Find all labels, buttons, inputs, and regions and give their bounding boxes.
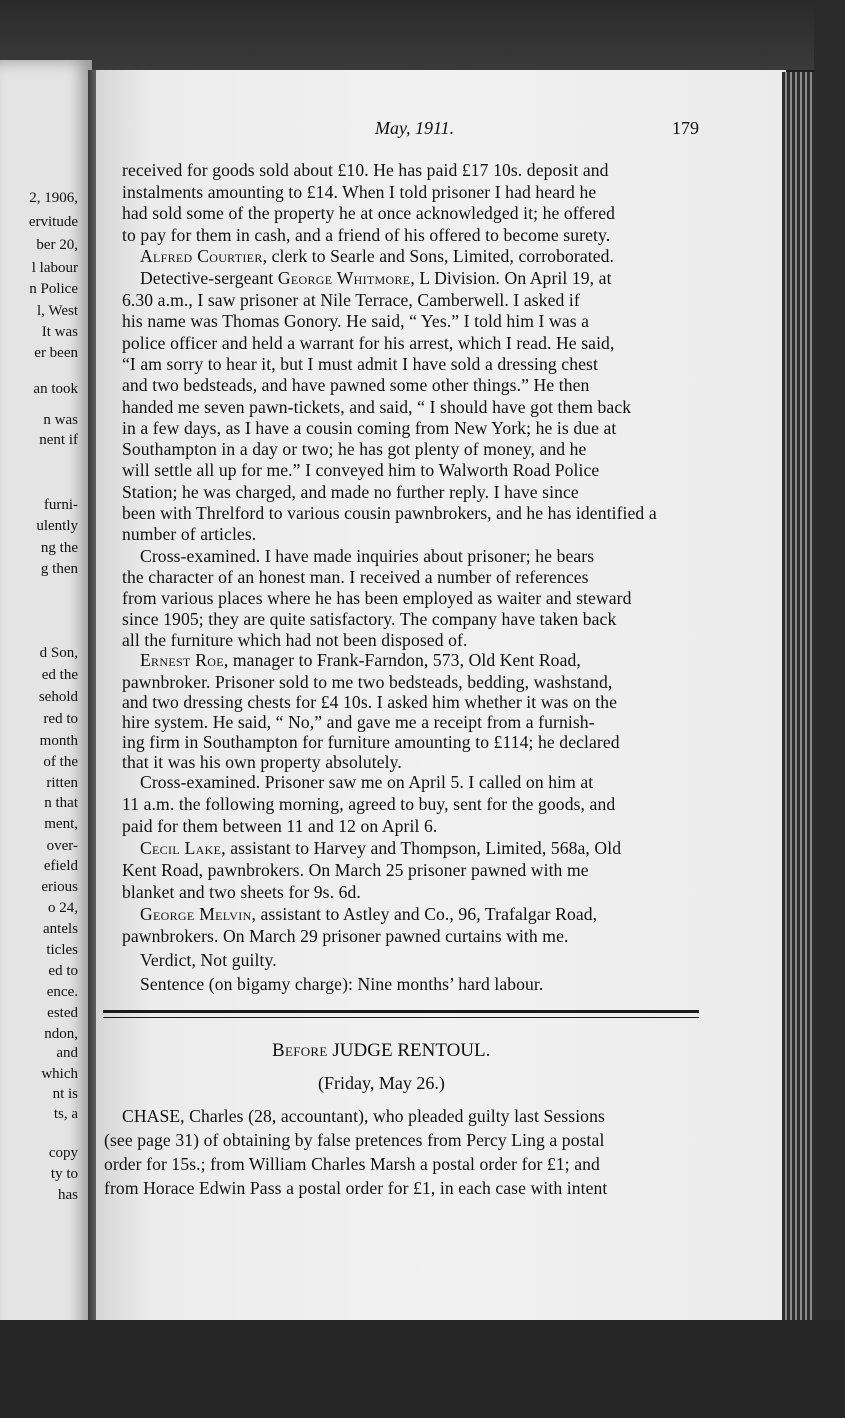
body-line: that it was his own property absolutely. bbox=[122, 752, 402, 772]
left-page-text-fragment: antels bbox=[43, 921, 78, 937]
judge-name: JUDGE RENTOUL. bbox=[332, 1040, 491, 1061]
left-page-text-fragment: er been bbox=[34, 345, 78, 361]
left-page-text-fragment: efield bbox=[43, 858, 78, 874]
body-line: been with Threlford to various cousin pawnbrokers, and he has identified a bbox=[122, 503, 657, 523]
left-page-text-fragment: month bbox=[39, 733, 78, 749]
before-label: Before bbox=[272, 1040, 328, 1061]
sentence: Sentence (on bigamy charge): Nine months’ hard labour. bbox=[140, 974, 544, 994]
running-head: May, 1911. bbox=[375, 118, 455, 138]
left-page-text-fragment: ticles bbox=[46, 942, 78, 958]
left-page-text-fragment: ndon, bbox=[44, 1026, 78, 1042]
left-page-text-fragment: l, West bbox=[36, 303, 78, 319]
left-page-text-fragment: and bbox=[56, 1045, 78, 1061]
body-line: 6.30 a.m., I saw prisoner at Nile Terrace, Camberwell. I asked if bbox=[122, 290, 580, 310]
body-line: received for goods sold about £10. He has paid £17 10s. deposit and bbox=[122, 160, 609, 180]
left-page-text-fragment: nt is bbox=[52, 1086, 78, 1102]
body-line: Cross-examined. Prisoner saw me on April 5. I called on him at bbox=[140, 772, 594, 792]
witness-text: , assistant to Harvey and Thompson, Limited, 568a, Old bbox=[221, 838, 622, 858]
witness-name: George Melvin bbox=[140, 904, 252, 924]
body-line: police officer and held a warrant for his arrest, which I read. He said, bbox=[122, 332, 615, 353]
left-page-text-fragment: n Police bbox=[29, 281, 78, 297]
body-line: had sold some of the property he at once acknowledged it; he offered bbox=[122, 203, 616, 223]
left-page-fragment bbox=[0, 60, 92, 1360]
witness-roe bbox=[140, 650, 581, 670]
left-page-text-fragment: over- bbox=[46, 838, 78, 854]
body-line: hire system. He said, “ No,” and gave me a receipt from a furnish- bbox=[122, 712, 595, 732]
witness-text: , assistant to Astley and Co., 96, Trafalgar Road, bbox=[251, 904, 598, 924]
left-page-text-fragment: ed the bbox=[41, 667, 78, 683]
left-page-text-fragment: n was bbox=[43, 412, 78, 428]
body-line: “I am sorry to hear it, but I must admit I have sold a dressing chest bbox=[122, 353, 598, 374]
left-page-text-fragment: sehold bbox=[38, 689, 78, 705]
witness-text: , L Division. On April 19, at bbox=[410, 268, 612, 288]
body-line: number of articles. bbox=[122, 524, 257, 545]
left-page-text-fragment: furni- bbox=[43, 497, 78, 513]
left-page-text-fragment: o 24, bbox=[48, 900, 78, 916]
body-line: Cross-examined. I have made inquiries about prisoner; he bears bbox=[140, 546, 595, 566]
witness-text: , clerk to Searle and Sons, Limited, corroborated. bbox=[262, 246, 615, 266]
left-page-text-fragment: ng the bbox=[40, 540, 78, 556]
left-page-text-fragment: ment, bbox=[44, 816, 78, 832]
session-date: (Friday, May 26.) bbox=[318, 1073, 445, 1093]
left-page-text-fragment: ence. bbox=[46, 984, 78, 1000]
witness-whitmore bbox=[140, 268, 612, 288]
section-rule-thin bbox=[103, 1017, 699, 1018]
body-line: will settle all up for me.” I conveyed him to Walworth Road Police bbox=[122, 460, 600, 481]
body-line: ing firm in Southampton for furniture amounting to £114; he declared bbox=[122, 732, 620, 752]
left-page-text-fragment: 2, 1906, bbox=[29, 190, 78, 206]
body-line: and two bedsteads, and have pawned some other things.” He then bbox=[122, 375, 590, 396]
witness-melvin bbox=[140, 904, 597, 924]
left-page-text-fragment: nent if bbox=[39, 432, 78, 448]
body-line: Southampton in a day or two; he has got plenty of money, and he bbox=[122, 439, 587, 460]
witness-prefix: Detective-sergeant bbox=[140, 268, 278, 288]
section-heading bbox=[272, 1040, 490, 1062]
body-line: in a few days, as I have a cousin coming from New York; he is due at bbox=[122, 417, 617, 438]
body-line: Station; he was charged, and made no further reply. I have since bbox=[122, 481, 579, 502]
left-page-text-fragment: ested bbox=[47, 1005, 78, 1021]
left-page-text-fragment: an took bbox=[33, 381, 78, 397]
left-page-text-fragment: ervitude bbox=[28, 214, 78, 230]
body-line: his name was Thomas Gonory. He said, “ Yes.” I told him I was a bbox=[122, 311, 590, 332]
left-page-text-fragment: d Son, bbox=[39, 645, 78, 661]
body-line: and two dressing chests for £4 10s. I asked him whether it was on the bbox=[122, 692, 618, 712]
body-line: blanket and two sheets for 9s. 6d. bbox=[122, 882, 361, 902]
body-line: the character of an honest man. I received a number of references bbox=[122, 567, 589, 587]
body-line: Kent Road, pawnbrokers. On March 25 prisoner pawned with me bbox=[122, 860, 589, 880]
left-page-text-fragment: red to bbox=[43, 711, 78, 727]
witness-name: Cecil Lake bbox=[140, 838, 222, 858]
body-line: (see page 31) of obtaining by false pretences from Percy Ling a postal bbox=[104, 1130, 605, 1150]
left-page-text-fragment: ritten bbox=[46, 775, 78, 791]
left-page-text-fragment: g then bbox=[40, 561, 78, 577]
page-edges bbox=[782, 72, 814, 1322]
body-line: order for 15s.; from William Charles Marsh a postal order for £1; and bbox=[104, 1154, 600, 1174]
left-page-text-fragment: ts, a bbox=[53, 1106, 78, 1122]
left-page-text-fragment: ed to bbox=[48, 963, 78, 979]
body-line: from Horace Edwin Pass a postal order for £1, in each case with intent bbox=[104, 1178, 608, 1198]
witness-name: Ernest Roe bbox=[140, 650, 224, 670]
left-page-text-fragment: ber 20, bbox=[36, 237, 78, 253]
scan-bottom-border bbox=[0, 1320, 845, 1418]
witness-lake bbox=[140, 838, 621, 858]
left-page-text-fragment: erious bbox=[41, 879, 78, 895]
left-page-text-fragment: ulently bbox=[36, 518, 78, 534]
witness-name: George Whitmore bbox=[277, 268, 411, 288]
body-line: CHASE, Charles (28, accountant), who pleaded guilty last Sessions bbox=[122, 1106, 605, 1126]
scan-top-border bbox=[0, 0, 845, 70]
scan-right-border bbox=[814, 0, 845, 1418]
witness-name: Alfred Courtier bbox=[140, 246, 263, 266]
body-line: instalments amounting to £14. When I told prisoner I had heard he bbox=[122, 181, 597, 202]
left-page-text-fragment: It was bbox=[41, 324, 78, 340]
body-line: paid for them between 11 and 12 on April 6. bbox=[122, 816, 438, 836]
left-page-text-fragment: ty to bbox=[50, 1166, 78, 1182]
page-number: 179 bbox=[672, 118, 699, 138]
left-page-text-fragment: which bbox=[41, 1066, 78, 1082]
section-rule bbox=[103, 1010, 699, 1013]
body-line: from various places where he has been employed as waiter and steward bbox=[122, 588, 632, 608]
verdict: Verdict, Not guilty. bbox=[140, 950, 277, 970]
left-page-text-fragment: copy bbox=[48, 1145, 78, 1161]
left-page-text-fragment: has bbox=[58, 1187, 78, 1203]
witness-courtier bbox=[140, 246, 614, 266]
body-line: to pay for them in cash, and a friend of his offered to become surety. bbox=[122, 224, 611, 245]
body-line: pawnbroker. Prisoner sold to me two bedsteads, bedding, washstand, bbox=[122, 672, 613, 692]
body-line: 11 a.m. the following morning, agreed to buy, sent for the goods, and bbox=[122, 794, 616, 814]
left-page-text-fragment: l labour bbox=[31, 260, 78, 276]
body-line: all the furniture which had not been disposed of. bbox=[122, 630, 468, 650]
body-line: handed me seven pawn-tickets, and said, “ I should have got them back bbox=[122, 396, 632, 417]
body-line: since 1905; they are quite satisfactory. The company have taken back bbox=[122, 609, 617, 629]
body-line: pawnbrokers. On March 29 prisoner pawned curtains with me. bbox=[122, 926, 569, 946]
left-page-text-fragment: of the bbox=[43, 754, 78, 770]
witness-text: , manager to Frank-Farndon, 573, Old Kent Road, bbox=[223, 650, 581, 670]
left-page-text-fragment: n that bbox=[44, 795, 78, 811]
